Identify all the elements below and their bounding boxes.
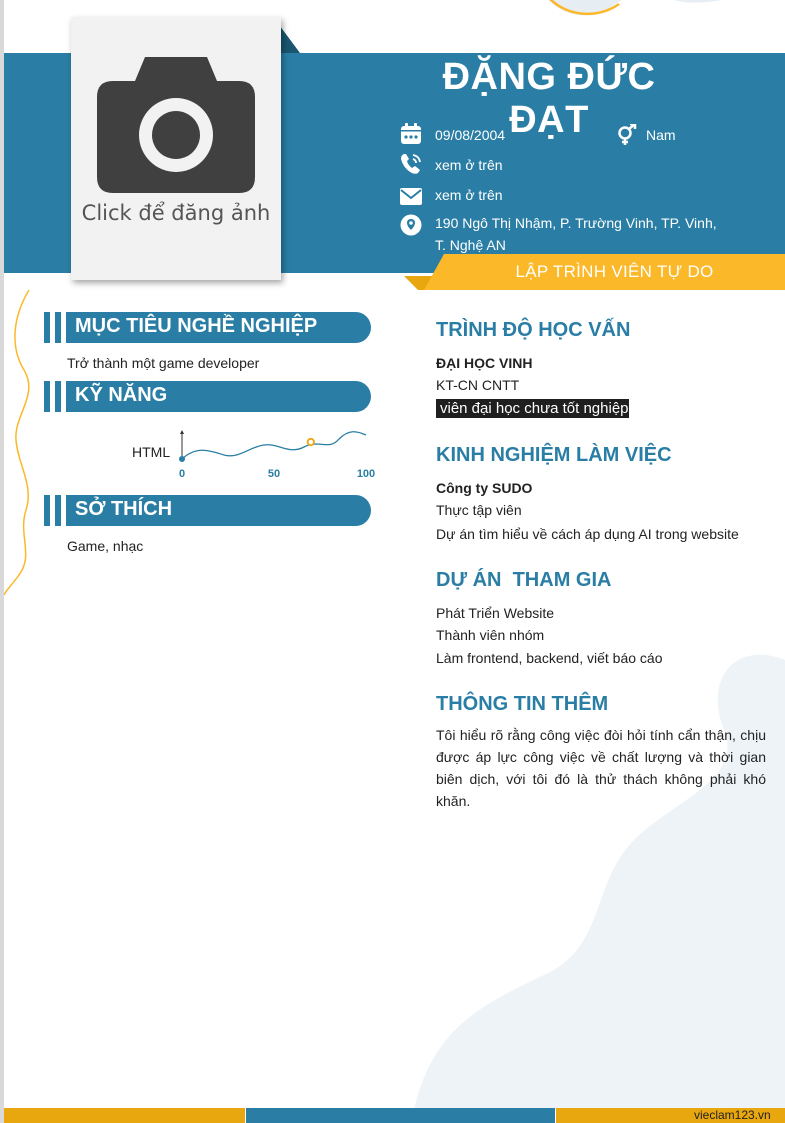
avatar-upload[interactable] xyxy=(71,17,281,280)
section-title-skills: KỸ NĂNG xyxy=(75,384,168,406)
experience-role: Thực tập viên xyxy=(436,502,522,518)
section-title-education: TRÌNH ĐỘ HỌC VẤN xyxy=(436,319,631,341)
project-description: Làm frontend, backend, viết báo cáo xyxy=(436,650,663,666)
section-title-extra: THÔNG TIN THÊM xyxy=(436,693,609,715)
section-title-experience: KINH NGHIỆM LÀM VIỆC xyxy=(436,444,672,466)
location-icon xyxy=(400,214,422,236)
photo-upload-label: Click để đăng ảnh xyxy=(81,201,271,225)
extra-info-text: Tôi hiểu rõ rằng công việc đòi hỏi tính cẩn thận, chịu được áp lực công việc về chất lượng và thời gian biên dịch, với tôi đó là thử thách không phải khó khăn. xyxy=(436,727,766,809)
project-name: Phát Triển Website xyxy=(436,605,555,621)
phone-icon xyxy=(400,153,422,175)
envelope-icon xyxy=(400,185,422,207)
skill-label: HTML xyxy=(132,444,171,460)
birthdate-text: 09/08/2004 xyxy=(435,127,506,143)
section-header-skills xyxy=(44,381,374,412)
education-school: ĐẠI HỌC VINH xyxy=(436,355,533,371)
email-text: xem ở trên xyxy=(435,187,503,203)
section-title-hobbies: SỞ THÍCH xyxy=(75,498,173,520)
cv-page xyxy=(4,0,785,1123)
experience-description: Dự án tìm hiểu về cách áp dụng AI trong website xyxy=(436,526,739,542)
section-header-objective xyxy=(44,312,374,343)
scale-tick-0: 0 xyxy=(179,468,186,480)
phone-text: xem ở trên xyxy=(435,157,503,173)
section-title-projects: DỰ ÁN THAM GIA xyxy=(436,569,612,591)
address-line-1: 190 Ngô Thị Nhậm, P. Trường Vinh, TP. Vinh, xyxy=(435,215,717,231)
footer-brand: vieclam123.vn xyxy=(694,1108,771,1122)
skills-chart xyxy=(124,425,384,485)
section-header-hobbies xyxy=(44,495,374,526)
scale-tick-100: 100 xyxy=(356,468,376,480)
footer-bar-middle xyxy=(246,1108,555,1123)
camera-icon xyxy=(97,57,255,193)
hobbies-text: Game, nhạc xyxy=(67,538,144,554)
candidate-name: ĐẶNG ĐỨC ĐẠT xyxy=(442,56,656,141)
education-major: KT-CN CNTT xyxy=(436,377,520,393)
decorative-wave-top xyxy=(524,0,785,30)
education-status: viên đại học chưa tốt nghiệp xyxy=(436,399,629,418)
skill-origin-dot xyxy=(179,456,185,462)
scale-tick-50: 50 xyxy=(267,468,281,480)
skill-level-graph xyxy=(179,425,384,485)
decorative-squiggle-left xyxy=(4,285,44,605)
objective-text: Trở thành một game developer xyxy=(67,355,260,371)
project-role: Thành viên nhóm xyxy=(436,627,545,643)
job-title: LẬP TRÌNH VIÊN TỰ DO xyxy=(515,262,714,281)
section-title-objective: MỤC TIÊU NGHỀ NGHIỆP xyxy=(75,315,318,337)
gender-text: Nam xyxy=(646,127,676,143)
gender-icon xyxy=(615,124,637,146)
address-line-2: T. Nghệ AN xyxy=(435,237,506,253)
footer-bar-left xyxy=(4,1108,245,1123)
skill-curve xyxy=(182,432,366,459)
skill-level-marker xyxy=(308,439,314,445)
calendar-icon xyxy=(400,123,422,145)
experience-company: Công ty SUDO xyxy=(436,480,533,496)
